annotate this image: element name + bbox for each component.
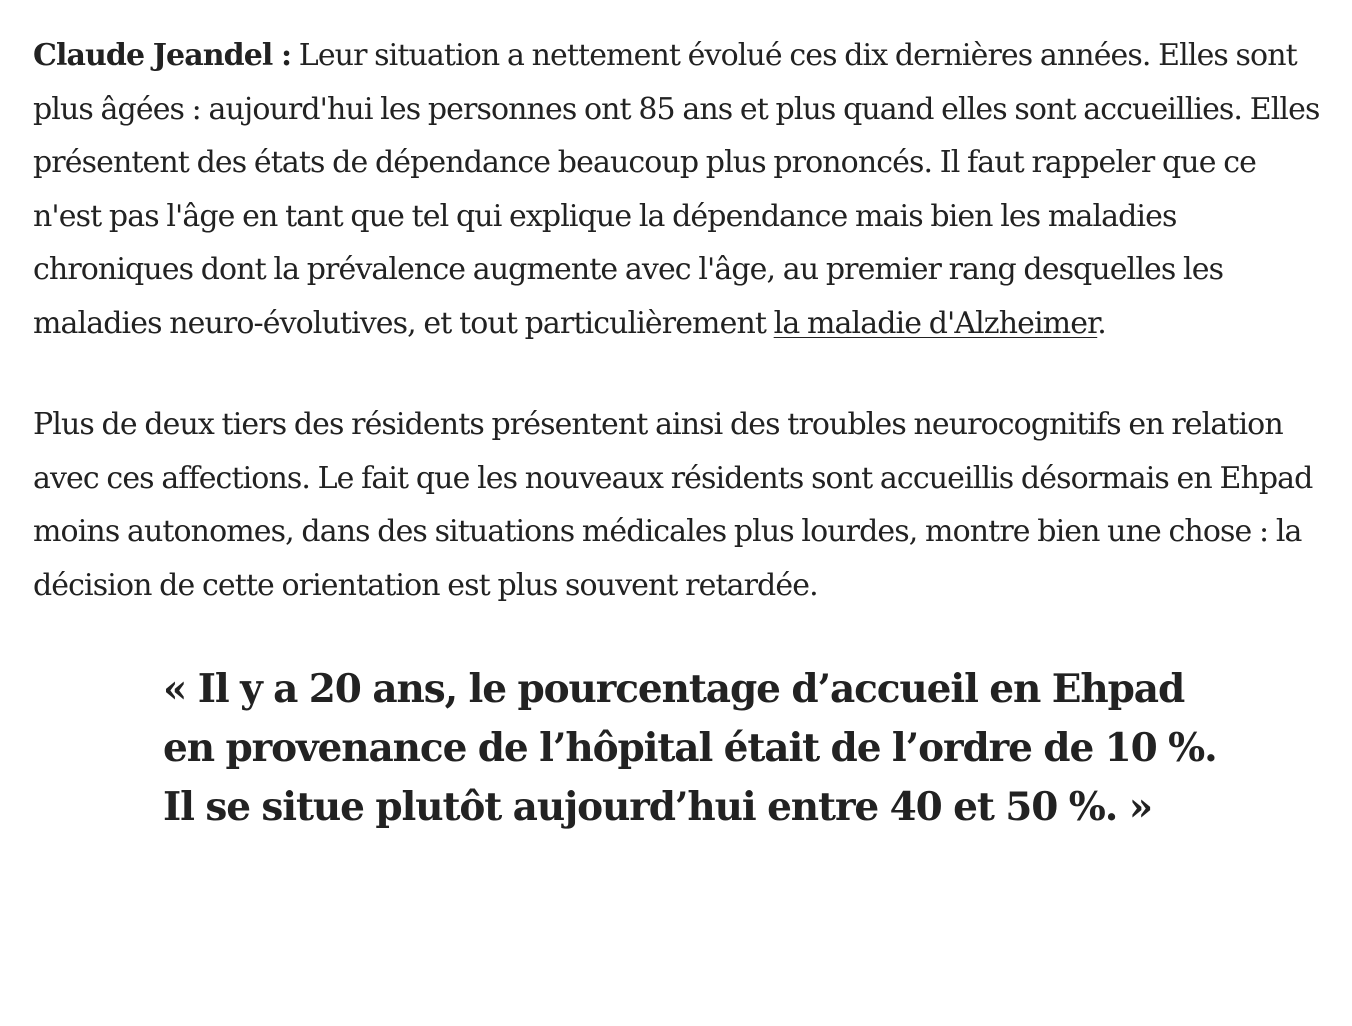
interview-answer-paragraph — [33, 29, 1323, 350]
answer-text-end: . — [1097, 305, 1106, 341]
speaker-name: Claude Jeandel : — [33, 38, 292, 73]
answer-text: Leur situation a nettement évolué ces dix dernières années. Elles sont plus âgées : aujourd'hui les personnes ont 85 ans et plus quand elles sont accueillies. Elles présentent des états de dépendance beaucoup plus prononcés. Il faut rappeler que ce n'est pas l'âge en tant que tel qui explique la dépendance mais bien les maladies chroniques dont la prévalence augmente avec l'âge, au premier rang desquelles les maladies neuro-évolutives, et tout particulièrement — [33, 38, 1320, 341]
alzheimer-link[interactable]: la maladie d'Alzheimer — [773, 305, 1098, 341]
body-paragraph: Plus de deux tiers des résidents présentent ainsi des troubles neurocognitifs en relation avec ces affections. Le fait que les nouveaux résidents sont accueillis désormais en Ehpad moins autonomes, dans des situations médicales plus lourdes, montre bien une chose : la décision de cette orientation est plus souvent retardée. — [33, 407, 1313, 603]
pull-quote: « Il y a 20 ans, le pourcentage d’accueil en Ehpad en provenance de l’hôpital était de l’ordre de 10 %. Il se situe plutôt aujourd’hui entre 40 et 50 %. » — [163, 666, 1217, 830]
article-body — [33, 29, 1323, 837]
